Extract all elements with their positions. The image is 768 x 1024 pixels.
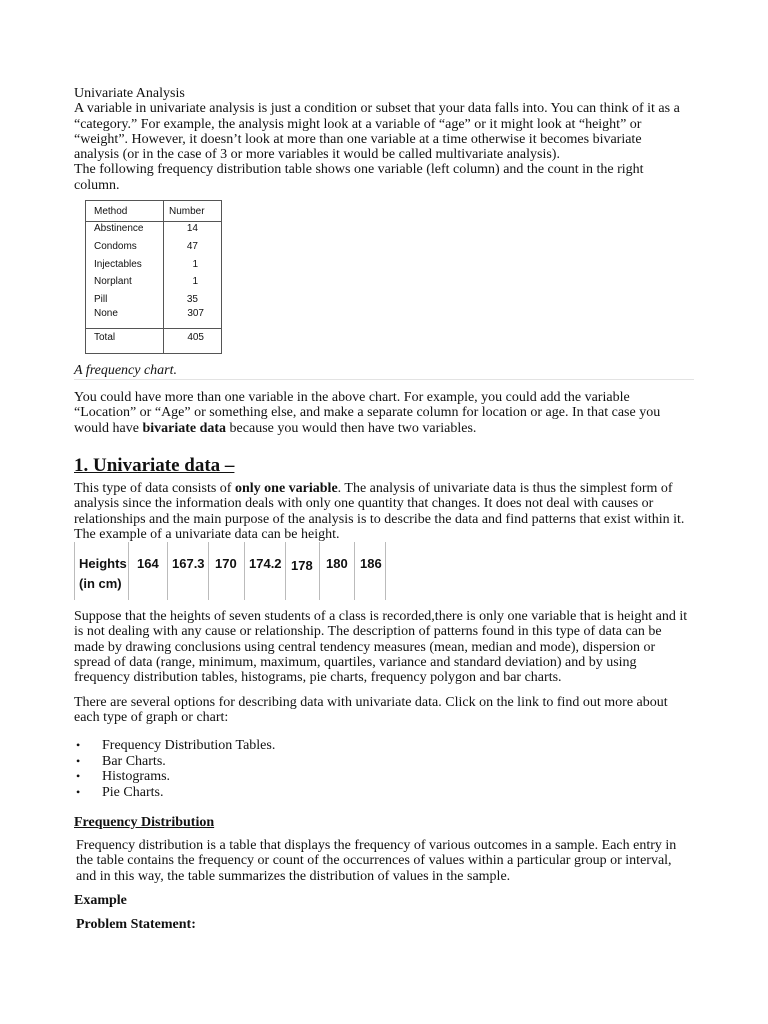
cell-border [128, 542, 129, 600]
table-header-number: Number [169, 206, 205, 217]
problem-statement-label: Problem Statement: [76, 917, 196, 932]
para-line: made by drawing conclusions using central tendency measures (mean, median and mode), dispersion or [74, 639, 656, 655]
heights-label-line: Heights [79, 556, 127, 571]
table-cell-number: 14 [186, 223, 198, 234]
frequency-table [85, 200, 222, 354]
intro-line: “weight”. However, it doesn’t look at more than one variable at a time otherwise it becomes bivariate [74, 131, 642, 147]
intro-line: The following frequency distribution table shows one variable (left column) and the count in the right [74, 162, 644, 178]
table-caption: A frequency chart. [74, 363, 178, 378]
heights-paragraph [74, 609, 706, 685]
para-line: There are several options for describing data with univariate data. Click on the link to find out more about [74, 695, 668, 710]
para-line: Frequency distribution is a table that displays the frequency of various outcomes in a sample. Each entry in [76, 838, 677, 853]
para-line: “Location” or “Age” or something else, and make a separate column for location or age. In that case you [74, 405, 661, 421]
intro-line: column. [74, 177, 120, 193]
divider-line [74, 379, 694, 380]
list-item[interactable]: • Pie Charts. [74, 785, 275, 801]
height-value: 174.2 [249, 556, 282, 571]
table-total-label: Total [94, 332, 116, 343]
table-cell-method: None [94, 308, 118, 319]
para-line: You could have more than one variable in the above chart. For example, you could add the variable [74, 390, 630, 405]
example-label: Example [74, 893, 127, 908]
univariate-paragraph [74, 481, 706, 542]
bivariate-paragraph [74, 390, 706, 436]
frequency-distribution-paragraph [76, 838, 708, 884]
section-heading: 1. Univariate data – [74, 455, 235, 476]
table-cell-method: Pill [94, 294, 108, 305]
height-value: 164 [137, 556, 159, 571]
table-cell-number: 1 [192, 276, 198, 287]
bold-term: only one variable [234, 481, 338, 496]
list-item[interactable]: • Frequency Distribution Tables. [74, 738, 275, 754]
table-total-value: 405 [187, 332, 204, 343]
intro-title: Univariate Analysis [74, 86, 185, 101]
para-line: analysis since the information deals with only one quantity that changes. It does not deal with causes or [74, 496, 654, 512]
text-run: This type of data consists of [74, 481, 235, 496]
height-value: 178 [291, 558, 313, 573]
intro-line: analysis (or in the case of 3 or more variables it would be called multivariate analysis). [74, 147, 560, 163]
table-cell-number: 1 [192, 259, 198, 270]
bold-term: bivariate data [142, 420, 227, 436]
cell-border [285, 542, 286, 600]
text-run: because you would then have two variables. [226, 420, 477, 436]
table-rule [86, 328, 221, 329]
para-line: is not dealing with any cause or relationship. The description of patterns found in this type of data can be [74, 624, 662, 640]
para-line: and in this way, the table summarizes the distribution of values in the sample. [76, 868, 511, 884]
list-item[interactable]: • Histograms. [74, 769, 275, 785]
table-header-method: Method [94, 206, 128, 217]
para-line [74, 481, 706, 496]
para-line: each type of graph or chart: [74, 710, 229, 726]
chart-types-list [74, 738, 275, 800]
heights-label-line: (in cm) [79, 576, 122, 591]
frequency-distribution-heading: Frequency Distribution [74, 815, 215, 830]
intro-line: A variable in univariate analysis is just a condition or subset that your data falls into. You can think of it as a [74, 101, 680, 117]
table-cell-method: Abstinence [94, 223, 144, 234]
options-paragraph [74, 695, 706, 726]
text-run: . The analysis of univariate data is thus the simplest form of [337, 481, 673, 496]
heights-table [74, 542, 386, 600]
list-item[interactable]: • Bar Charts. [74, 754, 275, 770]
para-line [74, 421, 706, 436]
cell-border [167, 542, 168, 600]
height-value: 180 [326, 556, 348, 571]
height-value: 167.3 [172, 556, 205, 571]
para-line: Suppose that the heights of seven students of a class is recorded,there is only one variable that is height and it [74, 609, 688, 624]
para-line: the table contains the frequency or count of the occurrences of values within a particular group or interval, [76, 853, 672, 869]
cell-border [208, 542, 209, 600]
table-cell-number: 307 [187, 308, 204, 319]
table-divider [163, 201, 164, 353]
height-value: 186 [360, 556, 382, 571]
para-line: spread of data (range, minimum, maximum, quartiles, variance and standard deviation) and by using [74, 654, 637, 670]
para-line: frequency distribution tables, histograms, pie charts, frequency polygon and bar charts. [74, 670, 562, 686]
table-cell-method: Norplant [94, 276, 132, 287]
cell-border [74, 542, 75, 600]
para-line: The example of a univariate data can be height. [74, 526, 340, 542]
intro-paragraph [74, 86, 706, 193]
para-line: relationships and the main purpose of the analysis is to describe the data and find patterns that exist within it. [74, 511, 685, 527]
cell-border [354, 542, 355, 600]
table-cell-number: 47 [186, 241, 198, 252]
table-cell-method: Condoms [94, 241, 137, 252]
cell-border [319, 542, 320, 600]
cell-border [244, 542, 245, 600]
table-rule [86, 221, 221, 222]
intro-line: “category.” For example, the analysis might look at a variable of “age” or it might look at “height” or [74, 116, 642, 132]
height-value: 170 [215, 556, 237, 571]
table-cell-number: 35 [186, 294, 198, 305]
cell-border [385, 542, 386, 600]
text-run: would have [74, 420, 143, 436]
table-cell-method: Injectables [94, 259, 142, 270]
heights-label [79, 554, 127, 594]
